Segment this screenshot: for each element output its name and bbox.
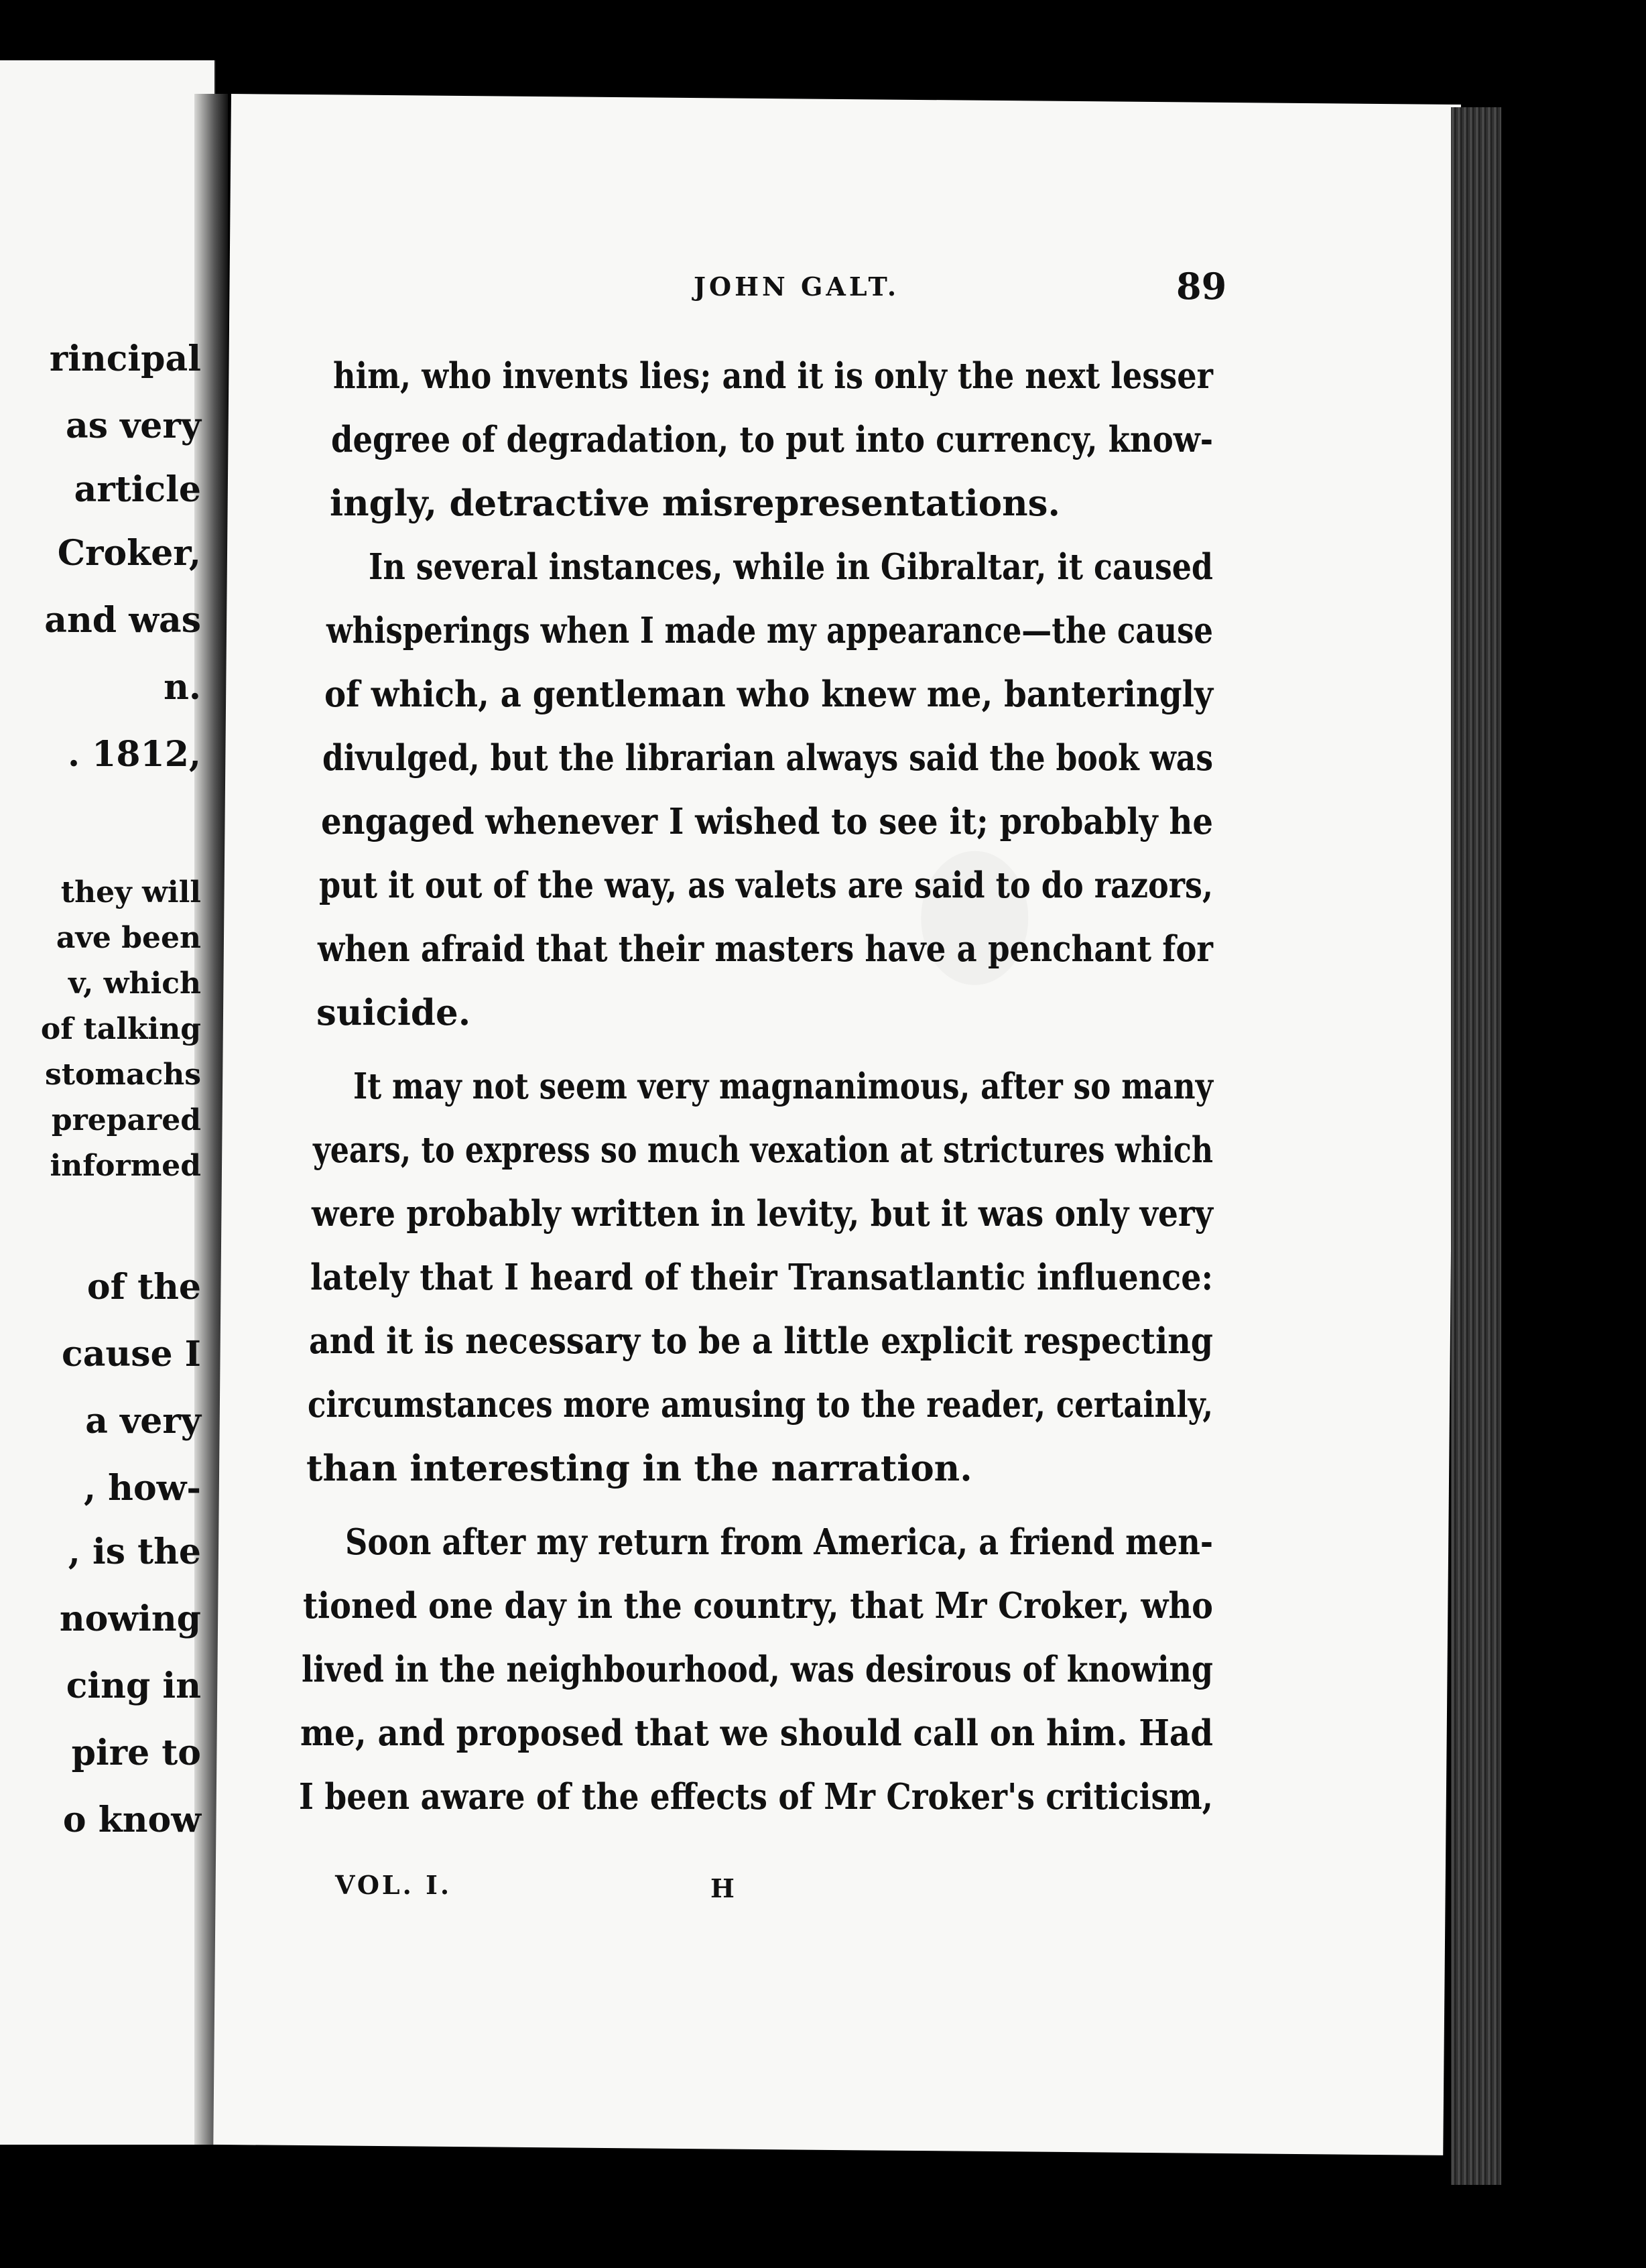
body-line: ingly, detractive misrepresentations. (330, 483, 1060, 524)
page-number: 89 (1176, 265, 1227, 308)
body-line: Soon after my return from America, a friend men- (345, 1521, 1213, 1563)
body-line: It may not seem very magnanimous, after so many (353, 1066, 1213, 1107)
left-line: , is the (68, 1531, 201, 1572)
body-line: and it is necessary to be a little explicit respecting (309, 1320, 1213, 1362)
left-line: of the (86, 1267, 201, 1308)
body-line: than interesting in the narration. (306, 1448, 972, 1489)
body-line: circumstances more amusing to the reader, certainly, (308, 1384, 1213, 1426)
left-line: cause I (62, 1334, 201, 1375)
left-line: cing in (66, 1665, 201, 1706)
body-line: engaged whenever I wished to see it; probably he (321, 801, 1213, 842)
body-line: me, and proposed that we should call on him. Had (300, 1712, 1213, 1754)
body-line: whisperings when I made my appearance—the cause (326, 610, 1213, 651)
left-line: nowing (59, 1598, 201, 1639)
left-line: v, which (68, 966, 201, 1001)
left-line: they will (60, 875, 201, 909)
left-line: article (74, 469, 201, 510)
body-line: put it out of the way, as valets are said to do razors, (319, 865, 1213, 906)
left-line: stomachs (44, 1058, 201, 1092)
body-line: when afraid that their masters have a penchant for (318, 928, 1213, 970)
signature-mark: H (710, 1873, 735, 1903)
body-line: tioned one day in the country, that Mr Croker, who (303, 1585, 1213, 1627)
left-line: informed (50, 1149, 201, 1183)
left-line: prepared (51, 1103, 201, 1137)
footer-volume: VOL. I. (335, 1870, 452, 1900)
left-line: . 1812, (67, 734, 201, 775)
left-line: ave been (56, 921, 201, 955)
left-line: and was (44, 600, 201, 641)
body-line: lived in the neighbourhood, was desirous of knowing (302, 1649, 1213, 1690)
left-line: rincipal (49, 338, 201, 379)
body-line: lately that I heard of their Transatlantic influence: (310, 1257, 1213, 1298)
body-line: divulged, but the librarian always said the book was (322, 737, 1213, 779)
left-line: a very (85, 1401, 201, 1442)
body-line: suicide. (316, 992, 471, 1033)
left-line: , how- (83, 1468, 201, 1509)
running-head: JOHN GALT. (694, 271, 900, 302)
left-line: of talking (40, 1012, 201, 1046)
left-line: Croker, (57, 533, 201, 574)
body-line: years, to express so much vexation at strictures which (313, 1129, 1213, 1171)
left-line: n. (164, 667, 201, 708)
left-line: pire to (71, 1732, 201, 1773)
left-line: o know (62, 1800, 201, 1840)
body-line: In several instances, while in Gibraltar, it caused (369, 546, 1213, 588)
body-line: him, who invents lies; and it is only the next lesser (333, 355, 1213, 397)
body-line: I been aware of the effects of Mr Croker's criticism, (299, 1776, 1213, 1818)
right-page (213, 94, 1461, 2155)
body-line: were probably written in levity, but it was only very (312, 1193, 1213, 1235)
body-line: degree of degradation, to put into currency, know- (331, 419, 1213, 460)
body-line: of which, a gentleman who knew me, banteringly (324, 674, 1213, 715)
page-edge (1451, 107, 1501, 2185)
left-line: as very (66, 405, 201, 446)
